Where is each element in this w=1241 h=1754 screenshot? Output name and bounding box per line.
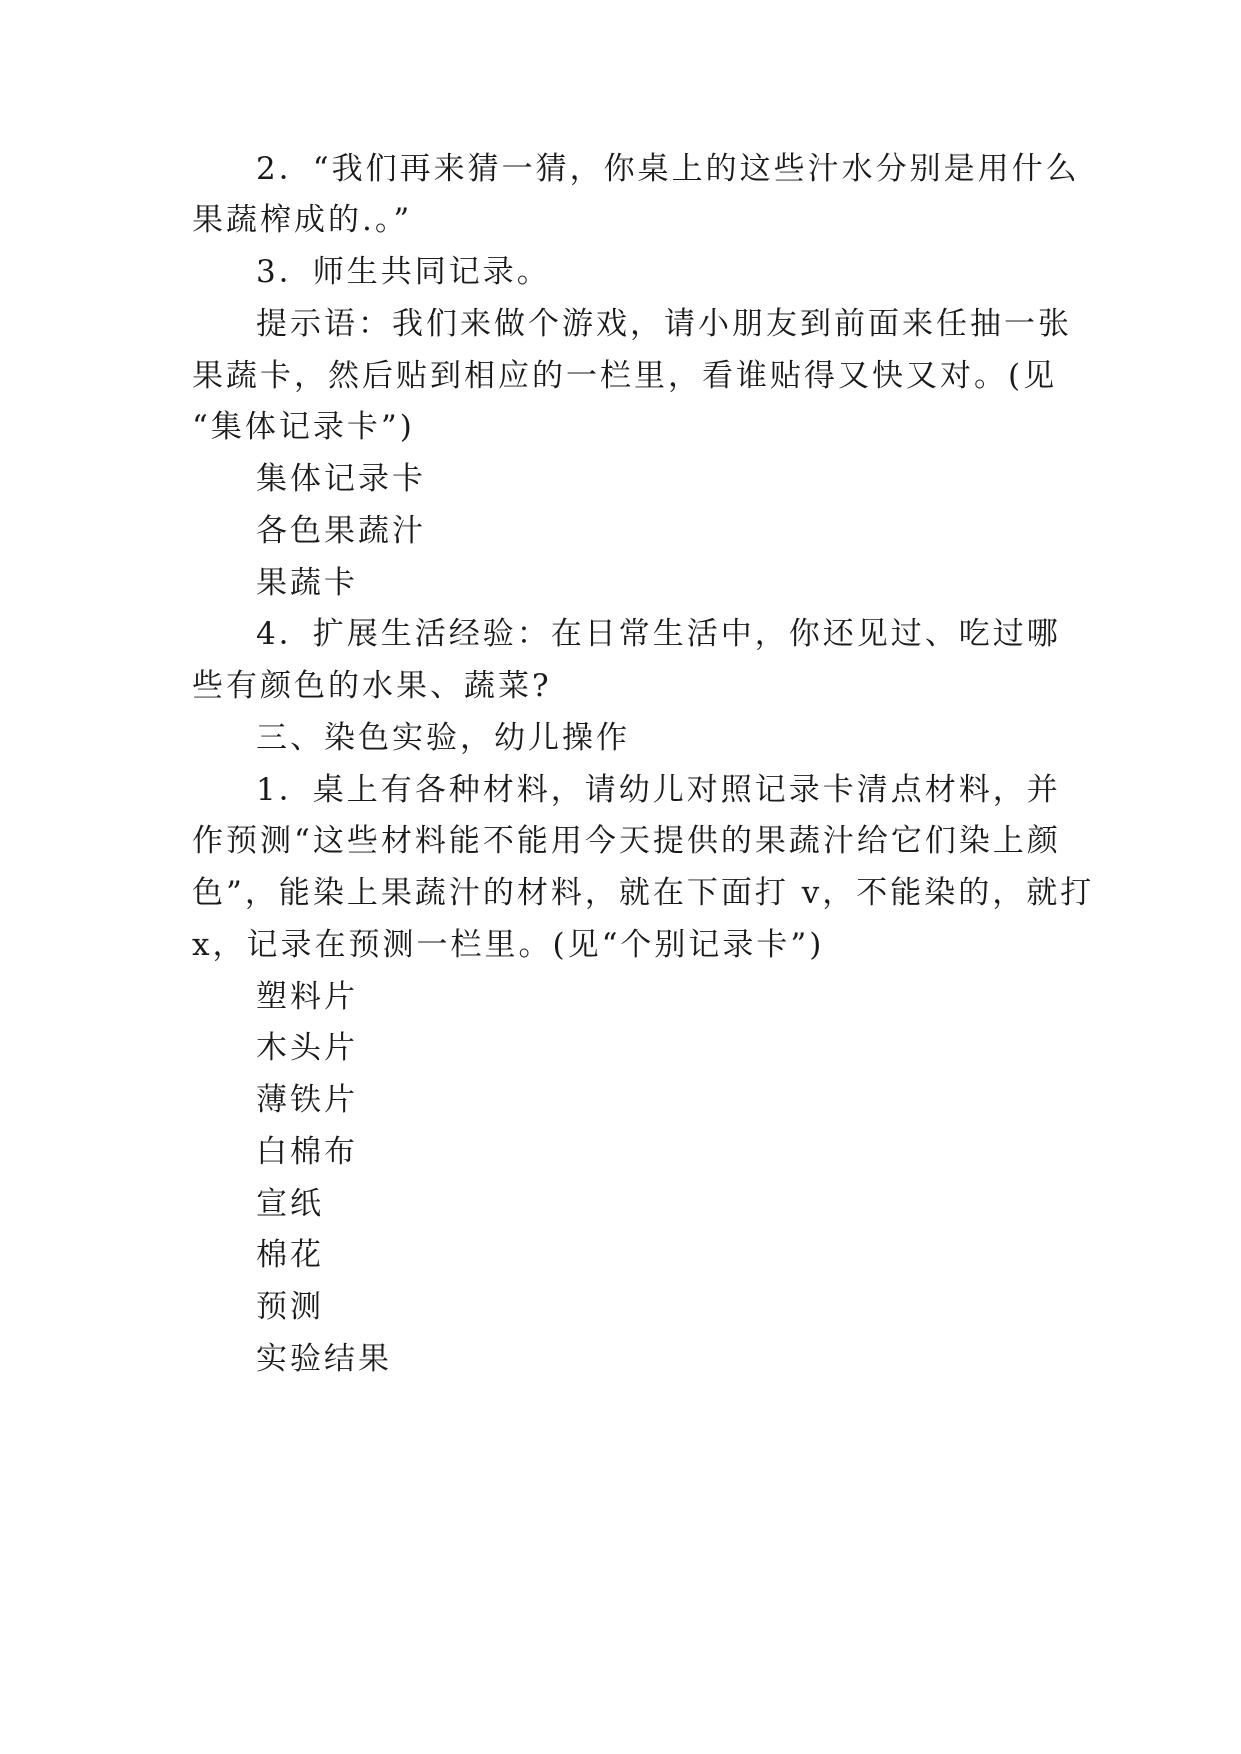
list-item: 宣纸	[256, 1186, 324, 1222]
paragraph-line: 1．桌上有各种材料，请幼儿对照记录卡清点材料，并	[256, 772, 1061, 808]
paragraph-line: “集体记录卡”)	[192, 409, 415, 445]
paragraph-line: 果蔬卡，然后贴到相应的一栏里，看谁贴得又快又对。(见	[192, 358, 1058, 394]
paragraph-line: x，记录在预测一栏里。(见“个别记录卡”)	[192, 927, 825, 963]
paragraph-line: 些有颜色的水果、蔬菜?	[192, 668, 552, 704]
paragraph-line: 色”，能染上果蔬汁的材料，就在下面打 v，不能染的，就打	[192, 875, 1095, 911]
paragraph-line: 3．师生共同记录。	[256, 254, 551, 290]
list-item: 集体记录卡	[256, 461, 426, 497]
paragraph-line: 提示语：我们来做个游戏，请小朋友到前面来任抽一张	[256, 306, 1072, 342]
section-heading: 三、染色实验，幼儿操作	[256, 720, 630, 756]
paragraph-line: 果蔬榨成的.。”	[192, 202, 413, 238]
list-item: 木头片	[256, 1030, 358, 1066]
paragraph-line: 作预测“这些材料能不能用今天提供的果蔬汁给它们染上颜	[192, 823, 1061, 859]
list-item: 各色果蔬汁	[256, 513, 426, 549]
paragraph-line: 2．“我们再来猜一猜，你桌上的这些汁水分别是用什么	[256, 151, 1080, 187]
list-item: 实验结果	[256, 1341, 392, 1377]
list-item: 白棉布	[256, 1134, 358, 1170]
list-item: 果蔬卡	[256, 565, 358, 601]
list-item: 塑料片	[256, 979, 358, 1015]
list-item: 薄铁片	[256, 1082, 358, 1118]
list-item: 棉花	[256, 1237, 324, 1273]
paragraph-line: 4．扩展生活经验：在日常生活中，你还见过、吃过哪	[256, 616, 1061, 652]
list-item: 预测	[256, 1289, 324, 1325]
